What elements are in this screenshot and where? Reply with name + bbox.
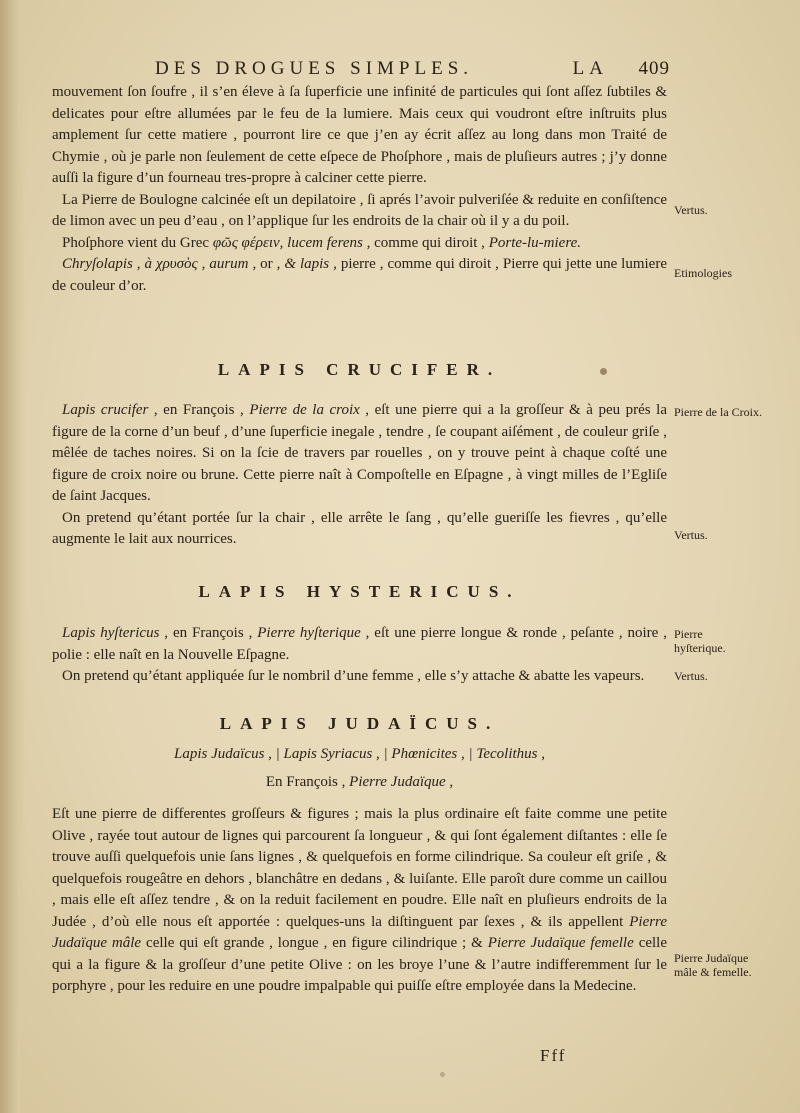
page-spine-shadow [0,0,26,1113]
section-heading-judaicus: LAPIS JUDAÏCUS. [219,714,500,733]
hystericus-block [52,623,667,688]
text-run: en François , [168,625,258,641]
paragraph: mouvement ſon ſoufre , il s’en éleve à ſa ſuperficie une infinité de particules qui ſont aſſez ſubtiles & delicates pour eſtre allumées par le feu de la lumiere. Mais ceux qui voudront eſtre inſtruits plus amplement ſur cette matiere , pourront lire ce que j’en ay écrit aſſez au long dans mon Traité de Chymie , où je parle non ſeulement de cette eſpece de Phoſphore , mais de pluſieurs autres ; j’y donne auſſi la figure d’un fourneau tres-propre à calciner cette pierre. [52,84,667,186]
text-run: celle qui a la figure & la groſſeur d’une petite Olive : on les broye l’une & l’autre indifferemment ſur le porphyre , pour les reduire en une poudre impalpable qui puiſſe eſtre employée dans la Medecine. [52,935,668,994]
greek-etymology: φῶς φέρειν, lucem ferens , [212,234,371,251]
paragraph [52,804,667,998]
judaicus-block [52,804,667,998]
margin-note-vertus: Vertus. [674,669,708,683]
text-run-italic: Chryſolapis , à χρυσὸς , aurum , [62,256,257,272]
ink-spot [600,368,607,375]
running-title: DES DROGUES SIMPLES. [155,58,474,79]
margin-note-pierre-hysterique: Pierre hyſterique. [674,627,726,655]
ink-spot [440,1072,445,1077]
text-run: or , [256,256,285,272]
margin-note-pierre-croix: Pierre de la Croix. [674,405,762,419]
text-run-italic: Lapis hyſtericus , [62,625,169,641]
intro-block [52,82,667,297]
text-run: Phoſphore vient du Grec [62,234,213,251]
paragraph [52,254,667,297]
paragraph [52,623,667,666]
margin-note-vertus: Vertus. [674,528,708,542]
text-run-italic: Pierre Judaïque mâle [52,913,667,951]
text-run: eſt une pierre longue & ronde , peſante , noire , polie : elle naît en la Nouvelle Eſpagne. [52,625,667,663]
text-run-italic: Pierre hyſterique , [257,625,370,641]
section-heading-hystericus: LAPIS HYSTERICUS. [198,582,521,601]
text-run-italic: Pierre de la croix , [249,402,370,418]
running-head [155,58,670,80]
margin-note-etimologies: Etimologies [674,266,732,280]
text-run: Eſt une pierre de differentes groſſeurs & figures ; mais la plus ordinaire eſt faite comme une petite Olive , rayée tout autour de lignes qui parcourent ſa longueur , & qui ſont également diſtantes : elle ſe trouve auſſi quelquefois unie ſans lignes , & quelquefois en forme cilindrique. Sa couleur eſt griſe , & quelquefois rougeâtre en dehors , blanchâtre en dedans , & luiſante. Elle paroît dure comme un caillou , mais elle eſt aſſez tendre , & on la reduit facilement en poudre. Elle naît en pluſieurs endroits de la Judée , d’où elle nous eſt apportée : quelques-uns la diſtinguent par ſexes , & ils appellent [52,806,667,930]
text-run: en François , [157,402,250,418]
text-run: pierre , comme qui diroit , Pierre qui jette une lumiere de couleur d’or. [52,256,667,294]
margin-note-pierre-judaique: Pierre Judaïque mâle & femelle. [674,951,752,979]
section-heading-crucifer: LAPIS CRUCIFER. [217,360,502,379]
margin-note-vertus: Vertus. [674,203,708,217]
catchword-head: LA [572,58,608,79]
signature-mark: Fff [540,1046,567,1065]
synonyms-line: Lapis Judaïcus , | Lapis Syriacus , | Phœnicites , | Tecolithus , [174,746,545,762]
text-run-italic: Pierre Judaïque femelle [487,935,634,951]
paragraph: On pretend qu’étant portée ſur la chair , elle arrête le ſang , qu’elle gueriſſe les fievres , qu’elle augmente le lait aux nourrices. [52,509,667,547]
text-run: eſt une pierre qui a la groſſeur & à peu prés la figure de la corne d’un beuf , d’une ſuperficie inegale , tendre , ſe coupant aiſément , de couleur griſe , mêlée de taches noires. Si on la ſcie de travers par rouelles , on y trouve peint à chaque coſté une figure de croix noire ou brune. Cette pierre naît à Compoſtelle en Eſpagne , à vingt milles de l’Egliſe de ſaint Jacques. [52,402,667,504]
text-run: En François , [265,774,350,790]
text-run-italic: Pierre Judaïque , [349,774,454,790]
crucifer-block [52,400,667,551]
text-run-italic: & lapis , [284,256,337,272]
paragraph [52,400,667,508]
paragraph [52,233,667,255]
paragraph: On pretend qu’étant appliquée ſur le nombril d’une femme , elle s’y attache & abatte les vapeurs. [62,668,645,684]
text-run-italic: Lapis crucifer , [62,402,158,418]
text-run-italic: Porte-lu-miere. [488,234,582,251]
text-run: comme qui diroit , [370,234,489,251]
french-name-line [52,774,667,791]
paragraph: La Pierre de Boulogne calcinée eſt un depilatoire , ſi aprés l’avoir pulveriſée & reduite en conſiſtence de limon avec un peu d’eau , on l’applique ſur les endroits de la chair où il y a du poil. [52,191,667,229]
text-run: celle qui eſt grande , longue , en figure cilindrique ; & [141,935,488,951]
page-number: 409 [638,58,670,79]
